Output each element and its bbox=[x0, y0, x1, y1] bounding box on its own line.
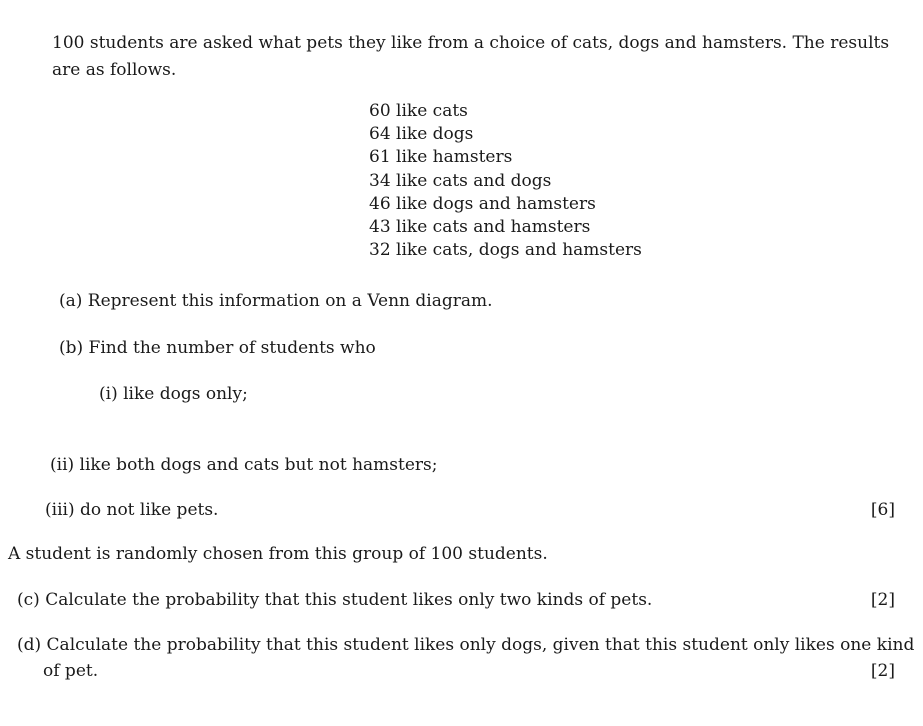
list-item: 61 like hamsters bbox=[369, 147, 513, 168]
question-d: (d) Calculate the probability that this student likes only dogs, given that this student only likes one kind bbox=[17, 635, 915, 655]
question-b-iii: (iii) do not like pets. bbox=[45, 500, 219, 520]
list-item: 32 like cats, dogs and hamsters bbox=[369, 240, 642, 261]
marks-b: [6] bbox=[870, 500, 895, 520]
survey-results-list bbox=[369, 100, 642, 262]
question-b-i: (i) like dogs only; bbox=[99, 384, 248, 404]
list-item: 64 like dogs bbox=[369, 124, 474, 145]
question-d-continued: of pet. bbox=[43, 661, 99, 681]
intro-text: 100 students are asked what pets they like from a choice of cats, dogs and hamsters. The results are as follows. bbox=[52, 33, 890, 80]
marks-d: [2] bbox=[870, 661, 895, 681]
list-item: 34 like cats and dogs bbox=[369, 170, 552, 191]
question-b-ii: (ii) like both dogs and cats but not hamsters; bbox=[50, 455, 438, 475]
marks-c: [2] bbox=[870, 590, 895, 610]
question-c: (c) Calculate the probability that this student likes only two kinds of pets. bbox=[17, 590, 653, 610]
list-item: 46 like dogs and hamsters bbox=[369, 193, 596, 214]
random-choice-statement: A student is randomly chosen from this group of 100 students. bbox=[8, 544, 548, 564]
list-item: 60 like cats bbox=[369, 101, 468, 121]
question-a: (a) Represent this information on a Venn diagram. bbox=[59, 291, 493, 311]
list-item: 43 like cats and hamsters bbox=[369, 217, 591, 238]
question-b: (b) Find the number of students who bbox=[59, 338, 376, 358]
